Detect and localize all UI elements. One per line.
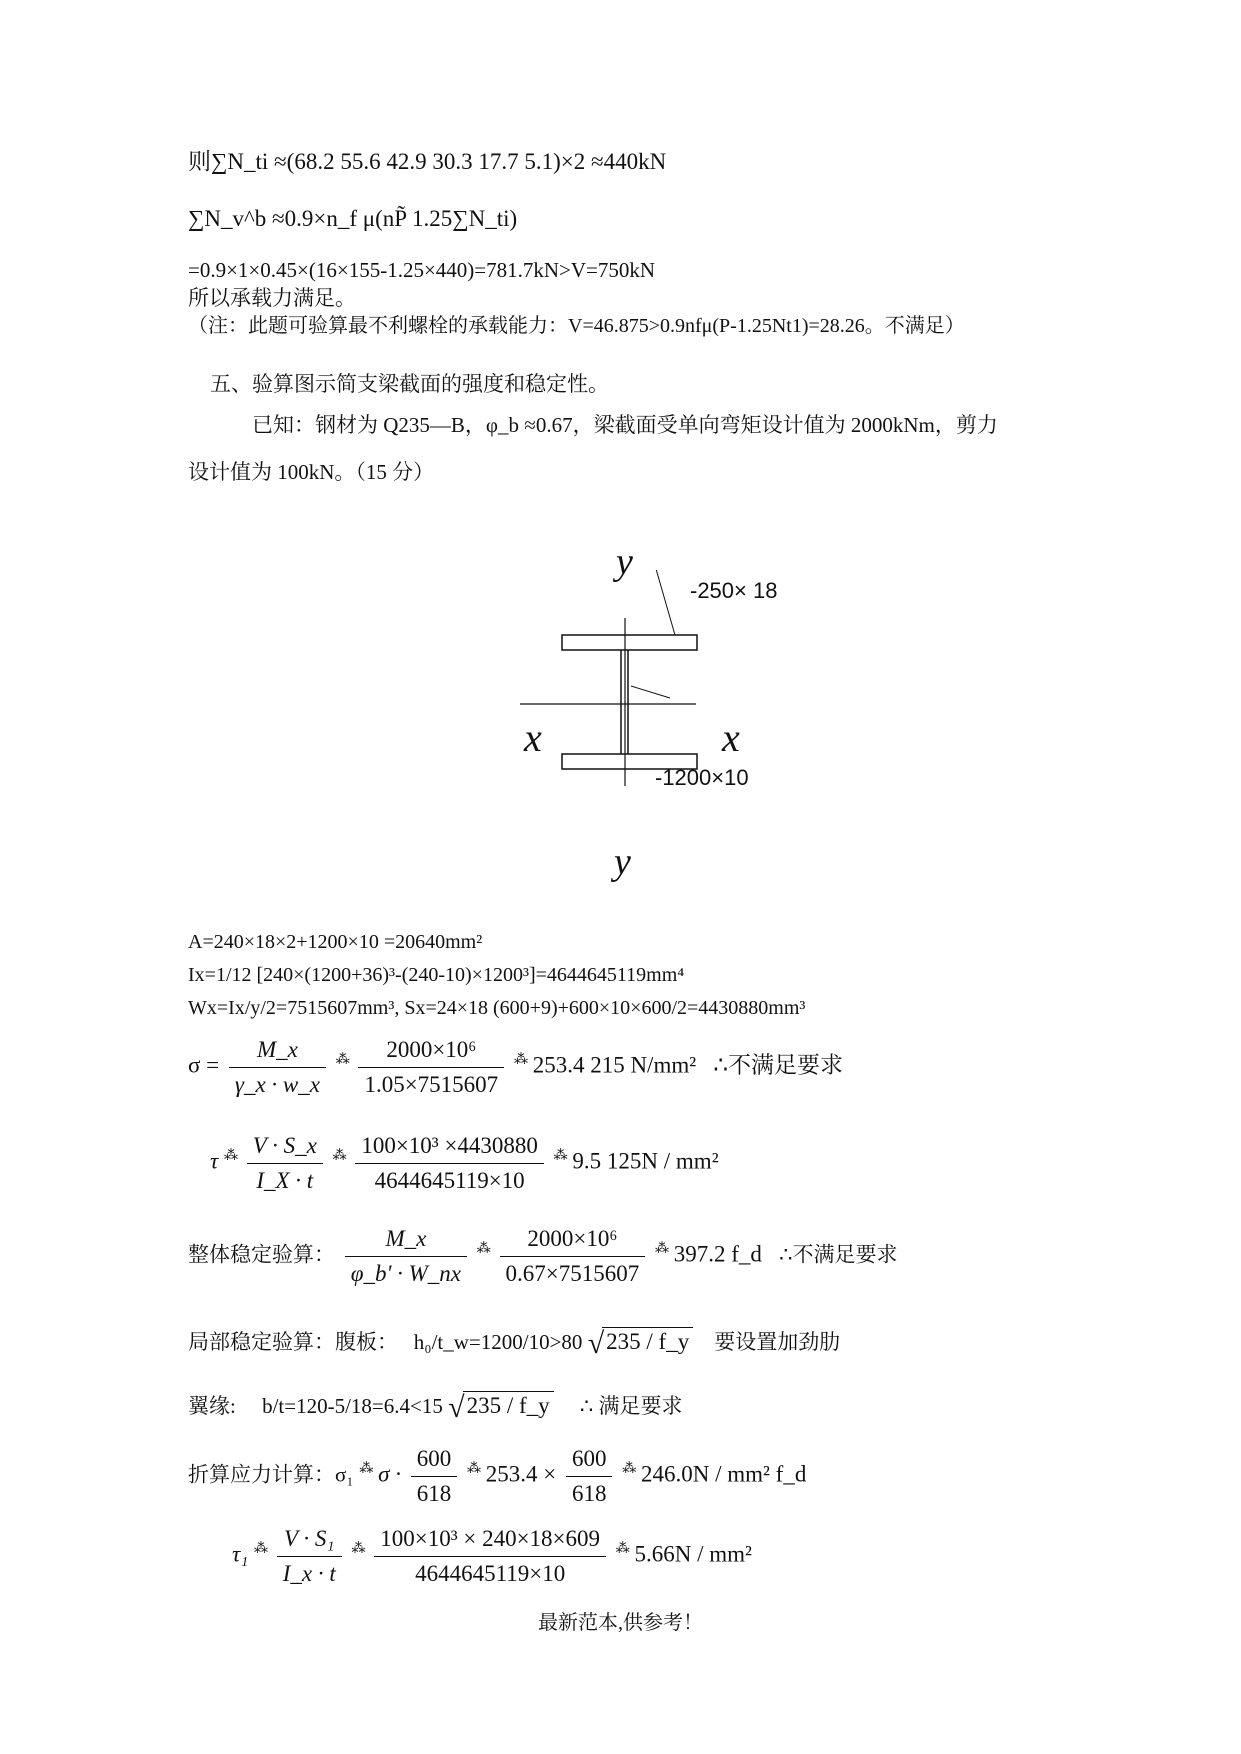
conv-fraction-1 bbox=[411, 1445, 458, 1507]
local-stability-flange: 翼缘: b/t=120-5/18=6.4<15 √235 / f_y ∴ 满足要求 bbox=[188, 1391, 683, 1424]
conv-mid: σ · bbox=[378, 1461, 401, 1487]
tau-lhs: τ bbox=[210, 1148, 219, 1174]
axis-x-left-label: x bbox=[524, 715, 542, 760]
conv-den1: 618 bbox=[416, 1480, 452, 1506]
tau-result: 9.5 125N / mm² bbox=[572, 1148, 719, 1174]
web-dimension-label: -1200×10 bbox=[655, 765, 749, 790]
global-den2: 0.67×7515607 bbox=[505, 1260, 640, 1286]
tau1-fraction-1 bbox=[277, 1525, 342, 1587]
local-stability-web: 局部稳定验算：腹板： h₀/t_w=1200/10>80 √235 / f_y 要设置加劲肋 bbox=[188, 1327, 841, 1360]
page-footer: 最新范本,供参考！ bbox=[538, 1612, 703, 1634]
axis-y-top-label: y bbox=[616, 541, 633, 583]
bolt-note: （注：此题可验算最不利螺栓的承载能力：V=46.875>0.9nfμ(P-1.25Nt1)=28.26。不满足） bbox=[188, 315, 965, 337]
local-stability-label: 局部稳定验算：腹板： bbox=[188, 1330, 398, 1354]
local-conclusion: 要设置加劲肋 bbox=[714, 1330, 841, 1354]
tau1-equation: τ₁ ⁂ $\frac{\text{V · S₁}}{I\_x \cdot t}$ ⁂ $\frac{\text{100×10³ × 240×18×609}}{4644645119\times 10}$ ⁂ 5.66N / mm² bbox=[232, 1526, 752, 1586]
global-fraction-2 bbox=[500, 1225, 646, 1287]
tau1-result: 5.66N / mm² bbox=[634, 1541, 752, 1567]
local-stability-expr: h₀/t_w=1200/10>80 bbox=[413, 1330, 583, 1354]
axis-y-bottom-label: y bbox=[614, 841, 631, 883]
tau1-den2: 4644645119×10 bbox=[415, 1560, 566, 1586]
sigma-num2: 2000×10⁶ bbox=[358, 1036, 504, 1068]
local-sqrt: 235 / f_y bbox=[602, 1327, 693, 1356]
global-conclusion: ∴不满足要求 bbox=[779, 1242, 898, 1267]
flange-check-label: 翼缘: bbox=[188, 1394, 236, 1418]
sigma-result: 253.4 215 N/mm² bbox=[532, 1052, 697, 1078]
top-flange bbox=[562, 635, 697, 650]
global-num2: 2000×10⁶ bbox=[500, 1225, 646, 1257]
converted-stress-equation: 折算应力计算：σ₁ ⁂ σ · $\frac{600}{618}$ ⁂ 253.4 × $\frac{600}{618}$ ⁂ 246.0N / mm² f_d bbox=[188, 1446, 807, 1506]
tau1-den1: I_x · t bbox=[282, 1560, 336, 1586]
sigma-equation: σ = $\frac{M\_x}{\gamma\_x \cdot w\_x}$ ⁂ $\frac{\text{2000×10⁶}}{1.05\times 7515607}$ ⁂ 253.4 215 N/mm² ∴不满足要求 bbox=[188, 1037, 844, 1097]
tau1-num2: 100×10³ × 240×18×609 bbox=[374, 1525, 606, 1557]
conv-result: 246.0N / mm² f_d bbox=[640, 1461, 807, 1487]
tau-equation: τ ⁂ $\frac{V \cdot S\_x}{I\_X \cdot t}$ ⁂ $\frac{\text{100×10³ ×4430880}}{4644645119\times 10}$ ⁂ 9.5 125N / mm² bbox=[210, 1133, 719, 1193]
sigma-fraction-1 bbox=[229, 1036, 326, 1098]
sigma-fraction-2 bbox=[358, 1036, 504, 1098]
wx-sx-calc: Wx=Ix/y/2=7515607mm³, Sx=24×18 (600+9)+600×10×600/2=4430880mm³ bbox=[188, 997, 806, 1019]
conv-den2: 618 bbox=[571, 1480, 607, 1506]
ix-calc: Ix=1/12 [240×(1200+36)³-(240-10)×1200³]=4644645119mm⁴ bbox=[188, 964, 685, 986]
bolt-capacity-line: ∑N_v^b ≈0.9×n_f μ(nP̃ 1.25∑N_ti) bbox=[188, 206, 518, 231]
tau-num1: V · S_x bbox=[252, 1133, 317, 1158]
flange-sqrt: 235 / f_y bbox=[463, 1391, 554, 1420]
bolt-capacity-value: =0.9×1×0.45×(16×155-1.25×440)=781.7kN>V=750kN bbox=[188, 258, 656, 282]
sigma-den2: 1.05×7515607 bbox=[364, 1071, 499, 1097]
converted-stress-label: 折算应力计算：σ₁ bbox=[188, 1462, 354, 1487]
flange-dimension-label: -250× 18 bbox=[690, 578, 778, 603]
global-stability-equation: 整体稳定验算： $\frac{M\_x}{\varphi\_b' \cdot W\_nx}$ ⁂ $\frac{\text{2000×10⁶}}{0.67\times 7515607}$ ⁂ 397.2 f_d ∴不满足要求 bbox=[188, 1226, 898, 1286]
axis-x-right-label: x bbox=[722, 715, 740, 760]
tau1-lhs: τ₁ bbox=[232, 1541, 249, 1567]
area-calc: A=240×18×2+1200×10 =20640mm² bbox=[188, 931, 483, 953]
sigma-num1: M_x bbox=[256, 1037, 298, 1062]
tau-den2: 4644645119×10 bbox=[374, 1167, 525, 1193]
problem-heading: 五、验算图示简支梁截面的强度和稳定性。 bbox=[210, 372, 609, 396]
global-den1: φ_b' · W_nx bbox=[350, 1260, 462, 1286]
conv-fraction-2 bbox=[566, 1445, 613, 1507]
global-stability-label: 整体稳定验算： bbox=[188, 1242, 335, 1267]
tau-den1: I_X · t bbox=[256, 1167, 314, 1193]
tau-fraction-2 bbox=[355, 1132, 544, 1194]
global-num1: M_x bbox=[385, 1226, 427, 1251]
tau-num2: 100×10³ ×4430880 bbox=[355, 1132, 544, 1164]
conv-num2: 600 bbox=[566, 1445, 613, 1477]
tau1-num1: V · S₁ bbox=[284, 1526, 335, 1551]
tau-fraction-1 bbox=[247, 1132, 323, 1194]
conv-mid2: 253.4 × bbox=[485, 1461, 557, 1487]
global-result: 397.2 f_d bbox=[673, 1241, 762, 1267]
problem-known-line2: 设计值为 100kN。（15 分） bbox=[188, 460, 435, 484]
sigma-lhs: σ = bbox=[188, 1052, 220, 1078]
flange-conclusion: ∴ 满足要求 bbox=[579, 1394, 683, 1418]
bolt-conclusion: 所以承载力满足。 bbox=[188, 286, 356, 310]
sigma-conclusion: ∴不满足要求 bbox=[713, 1052, 844, 1078]
sigma-den1: γ_x · w_x bbox=[234, 1071, 320, 1097]
conv-num1: 600 bbox=[411, 1445, 458, 1477]
problem-known-line1: 已知：钢材为 Q235—B，φ_b ≈0.67，梁截面受单向弯矩设计值为 2000kNm，剪力 bbox=[252, 413, 998, 437]
flange-check-expr: b/t=120-5/18=6.4<15 bbox=[262, 1394, 443, 1418]
global-fraction-1 bbox=[345, 1225, 467, 1287]
tau1-fraction-2 bbox=[374, 1525, 606, 1587]
bolt-sum-line: 则∑N_ti ≈(68.2 55.6 42.9 30.3 17.7 5.1)×2 ≈440kN bbox=[188, 149, 667, 174]
